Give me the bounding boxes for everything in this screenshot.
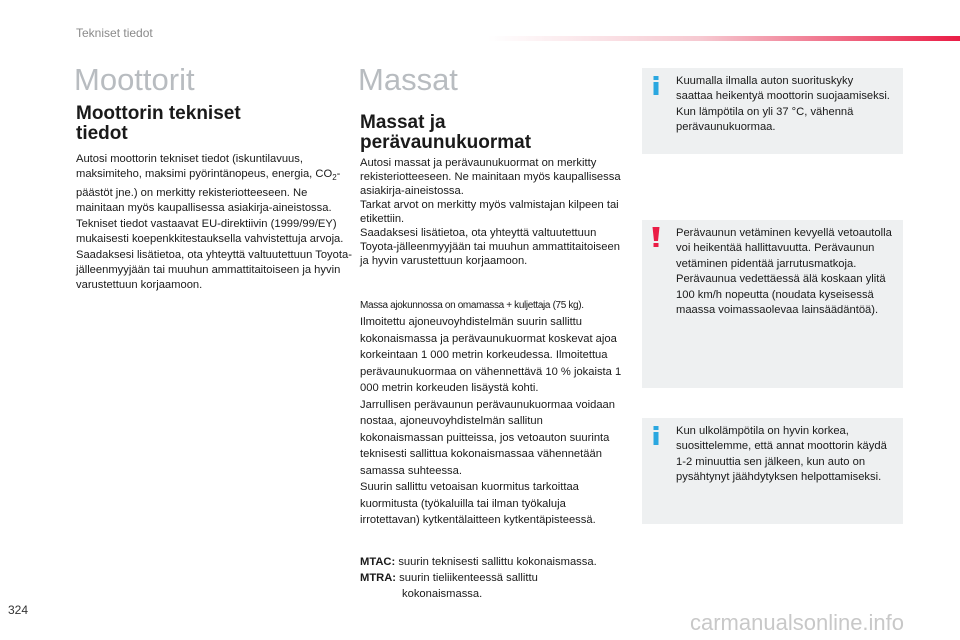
massat-body-2 (360, 314, 628, 529)
mtra-definition (360, 570, 640, 602)
mtac-text: suurin teknisesti sallittu kokonaismassa. (398, 556, 597, 568)
watermark: carmanualsonline.info (690, 610, 905, 635)
info-icon (648, 74, 664, 96)
info-box-hot-weather-text: Kuumalla ilmalla auton suorituskyky saattaa heikentyä moottorin suojaamiseksi. Kun lämpötila on yli 37 °C, vähennä perävaunukuormaa. (676, 75, 890, 134)
info-box-hot-weather (642, 68, 903, 154)
massat-title: Massat (358, 62, 458, 97)
warning-text-2: Perävaunua vedettäessä älä koskaan ylitä 100 km/h nopeutta (noudata kyseisessä maassa voimassaolevaa lainsäädäntöä). (676, 273, 886, 317)
massat-paragraph-1: Autosi massat ja perävaunukuormat on merkitty rekisteriotteeseen. Ne mainitaan myös kaupallisessa asiakirja-aineistossa. (360, 157, 621, 197)
header-divider (488, 36, 960, 41)
massat-subtitle (360, 113, 531, 153)
mass-abbreviations (360, 554, 640, 602)
mtac-label: MTAC: (360, 556, 396, 568)
warning-box-towing-text (676, 226, 893, 318)
massat-paragraph-4: Massa ajokunnossa on omamassa + kuljettaja (75 kg). (360, 300, 584, 311)
page-number: 324 (8, 603, 29, 617)
massat-body (360, 156, 624, 268)
info-box-engine-cooling-text: Kun ulkolämpötila on hyvin korkea, suosittelemme, että annat moottorin käydä 1-2 minuuttia sen jälkeen, kun auto on pysähtynyt jäähdytyksen helpottamiseksi. (676, 425, 887, 484)
massat-paragraph-6: Jarrullisen perävaunun perävaunukuormaa voidaan nostaa, ajoneuvoyhdistelmän sallitun kokonaismassan puitteissa, jos vetoauton suurinta teknisesti sallittua kokonaismassaa vähennetään samassa suhteessa. (360, 398, 615, 477)
massat-paragraph-5: Ilmoitettu ajoneuvoyhdistelmän suurin sallittu kokonaismassa ja perävaunukuormat koskevat ajoa korkeintaan 1 000 metrin korkeudessa. Ilmoitettua perävaunukuormaa on vähennettävä 10 % jokaista 1 000 metrin korkeuden lisäystä kohti. (360, 316, 622, 394)
warning-box-towing (642, 220, 903, 388)
massat-paragraph-7: Suurin sallittu vetoaisan kuormitus tarkoittaa kuormitusta (työkaluilla tai ilman työkaluja irrotettavan) kytkentälaitteen kytkentäpisteessä. (360, 481, 596, 526)
massat-paragraph-3: Saadaksesi lisätietoa, ota yhteyttä valtuutettuun Toyota-jälleenmyyjään tai muuhun ammattitaitoiseen ja hyvin varustettuun korjaamoon. (360, 227, 620, 267)
mtra-label: MTRA: (360, 572, 397, 584)
mtra-text-line2: kokonaismassa. (402, 588, 483, 600)
moottorit-paragraph-3: Saadaksesi lisätietoa, ota yhteyttä valtuutettuun Toyota-jälleenmyyjään tai muuhun ammattitaitoiseen ja hyvin varustettuun korjaamoon. (76, 248, 352, 292)
massat-paragraph-2: Tarkat arvot on merkitty myös valmistajan kilpeen tai etikettiin. (360, 199, 619, 225)
warning-text-1: Perävaunun vetäminen kevyellä vetoautolla voi heikentää hallittavuutta. Perävaunun vetäminen pidentää jarrutusmatkoja. (676, 227, 892, 270)
info-box-engine-cooling (642, 418, 903, 524)
moottorit-subtitle-line1: Moottorin tekniset (76, 103, 241, 124)
moottorit-body (76, 152, 352, 294)
massat-subtitle-line2: perävaunukuormat (360, 132, 532, 153)
massat-subtitle-line1: Massat ja (360, 112, 446, 133)
moottorit-subtitle-line2: tiedot (76, 123, 128, 144)
moottorit-title: Moottorit (74, 62, 195, 97)
moottorit-subtitle (76, 104, 241, 144)
mtac-definition (360, 554, 640, 570)
warning-icon (648, 226, 664, 248)
header-title: Tekniset tiedot (76, 26, 153, 40)
mtra-text-line1: suurin tieliikenteessä sallittu (399, 572, 538, 584)
moottorit-paragraph-1: Autosi moottorin tekniset tiedot (iskuntilavuus, maksimiteho, maksimi pyörintänopeus, energia, $CO_2$-päästöt jne.) on merkitty rekisteriotteeseen. Ne mainitaan myös kaupallisessa asiakirja-aineistossa. (76, 153, 341, 215)
info-icon (648, 424, 664, 446)
moottorit-paragraph-2: Tekniset tiedot vastaavat EU-direktiivin (1999/99/EY) mukaisesti koepenkkitestauksella vahvistettuja arvoja. (76, 217, 344, 246)
